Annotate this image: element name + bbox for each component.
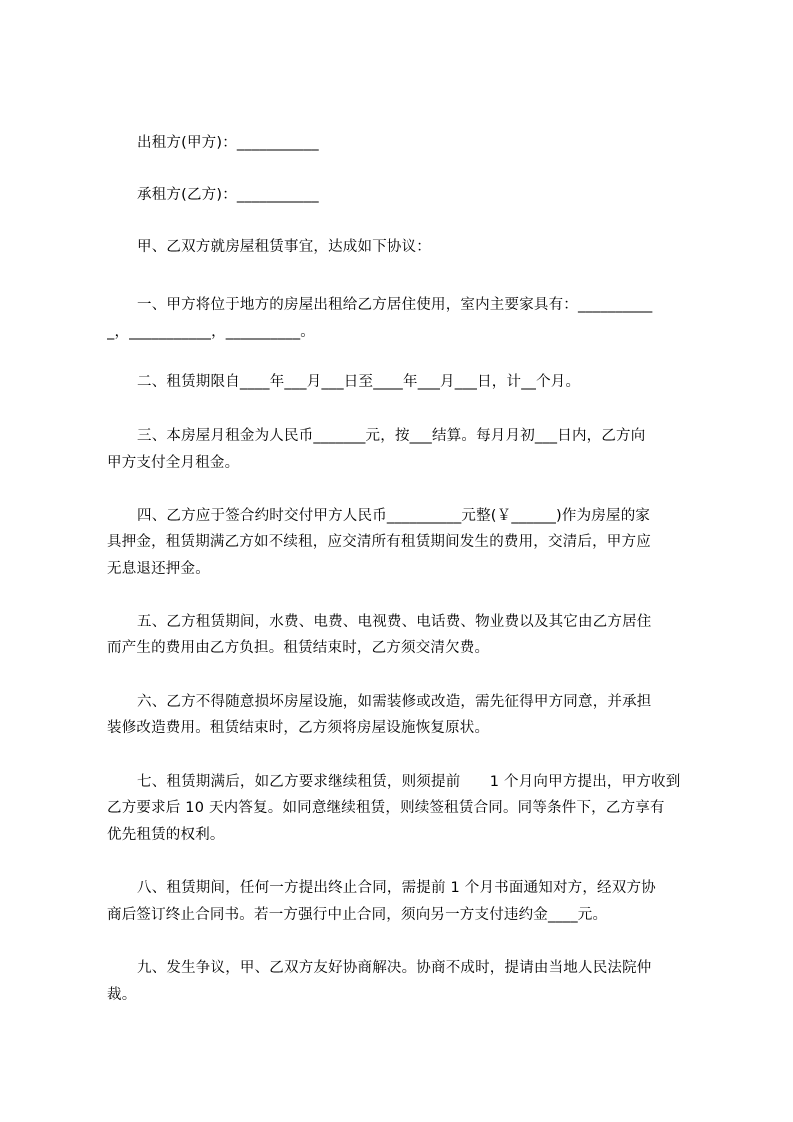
party-a-line: 出租方(甲方)：___________ [137,135,319,151]
party-b-line: 承租方(乙方)：___________ [137,187,319,203]
clause-4-line-1: 四、乙方应于签合约时交付甲方人民币__________元整(￥______)作为房屋的家 [137,508,651,524]
clause-9-line-2: 裁。 [107,987,137,1003]
clause-6-line-2: 装修改造费用。租赁结束时，乙方须将房屋设施恢复原状。 [107,720,490,736]
clause-9-line-1: 九、发生争议，甲、乙双方友好协商解决。协商不成时，提请由当地人民法院仲 [137,960,652,976]
clause-4-line-2: 具押金，租赁期满乙方如不续租，应交清所有租赁期间发生的费用，交清后，甲方应 [107,534,651,550]
clause-5-line-1: 五、乙方租赁期间，水费、电费、电视费、电话费、物业费以及其它由乙方居住 [137,614,652,630]
clause-5-line-2: 而产生的费用由乙方负担。租赁结束时，乙方须交清欠费。 [107,640,490,656]
clause-8-line-2: 商后签订终止合同书。若一方强行中止合同，须向另一方支付违约金____元。 [107,907,608,923]
clause-3-line-1: 三、本房屋月租金为人民币_______元，按___结算。每月月初___日内，乙方向 [137,428,646,444]
clause-6-line-1: 六、乙方不得随意损坏房屋设施，如需装修或改造，需先征得甲方同意，并承担 [137,694,652,710]
clause-3-line-2: 甲方支付全月租金。 [107,455,240,471]
clause-8-line-1: 八、租赁期间，任何一方提出终止合同，需提前 1 个月书面通知对方，经双方协 [137,880,656,896]
clause-2-line-1: 二、租赁期限自____年___月___日至____年___月___日，计__个月。 [137,374,581,390]
clause-4-line-3: 无息退还押金。 [107,561,210,577]
clause-7-line-1: 七、租赁期满后，如乙方要求继续租赁，则须提前 1 个月向甲方提出，甲方收到 [137,774,681,790]
clause-1-line-2: _，___________，__________。 [107,324,315,340]
clause-7-line-3: 优先租赁的权利。 [107,827,225,843]
clause-7-line-2: 乙方要求后 10 天内答复。如同意继续租赁，则续签租赁合同。同等条件下，乙方享有 [107,800,665,816]
clause-1-line-1: 一、甲方将位于地方的房屋出租给乙方居住使用，室内主要家具有：__________ [137,297,653,313]
preamble-line: 甲、乙双方就房屋租赁事宜，达成如下协议： [137,239,431,255]
